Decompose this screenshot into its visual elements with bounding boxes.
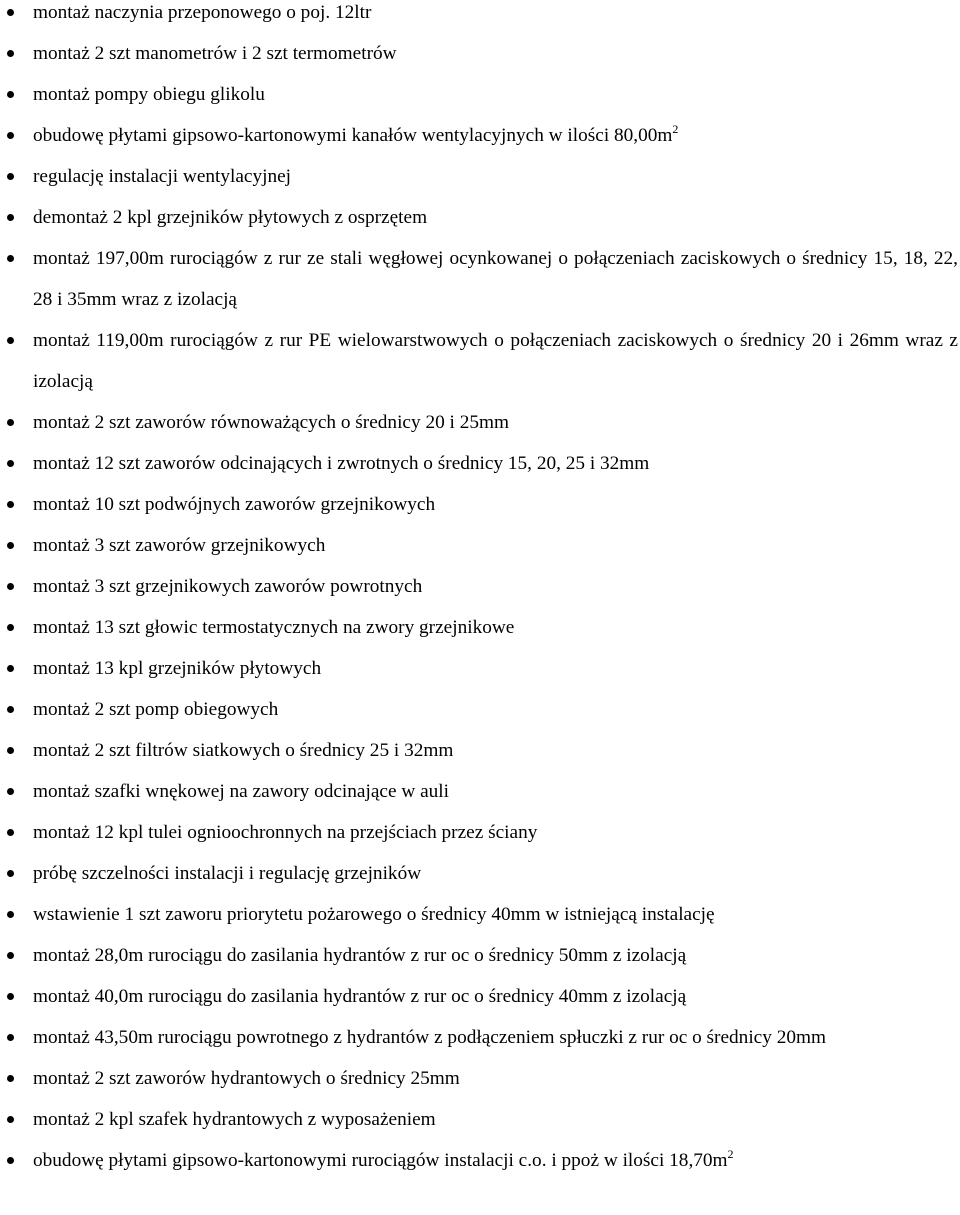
bullet-icon xyxy=(7,501,14,508)
list-item xyxy=(0,0,960,33)
list-item xyxy=(0,1099,960,1140)
bullet-icon xyxy=(7,624,14,631)
list-item xyxy=(0,771,960,812)
list-item-text: montaż naczynia przeponowego o poj. 12ltr xyxy=(33,2,372,23)
list-item-text: montaż 2 kpl szafek hydrantowych z wyposażeniem xyxy=(33,1109,436,1130)
superscript: 2 xyxy=(672,122,679,136)
list-item-text: montaż 28,0m rurociągu do zasilania hydrantów z rur oc o średnicy 50mm z izolacją xyxy=(33,945,687,966)
bullet-icon xyxy=(7,788,14,795)
list-item xyxy=(0,648,960,689)
list-item xyxy=(0,525,960,566)
list-item xyxy=(0,197,960,238)
list-item xyxy=(0,402,960,443)
bullet-icon xyxy=(7,665,14,672)
bullet-icon xyxy=(7,460,14,467)
bullet-icon xyxy=(7,337,14,344)
list-item xyxy=(0,566,960,607)
list-item-text: montaż 43,50m rurociągu powrotnego z hydrantów z podłączeniem spłuczki z rur oc o średnicy 20mm xyxy=(33,1027,826,1048)
list-item-text: montaż 12 kpl tulei ognioochronnych na przejściach przez ściany xyxy=(33,822,538,843)
bullet-icon xyxy=(7,419,14,426)
list-item xyxy=(0,689,960,730)
list-item-text: regulację instalacji wentylacyjnej xyxy=(33,166,292,187)
bullet-icon xyxy=(7,214,14,221)
list-item-text: montaż 2 szt zaworów hydrantowych o średnicy 25mm xyxy=(33,1068,460,1089)
list-item xyxy=(0,1140,960,1181)
list-item-text: montaż 197,00m rurociągów z rur ze stali węgłowej ocynkowanej o połączeniach zaciskowych o średnicy 15, 18, 22, 28 i 35mm wraz z izolacją xyxy=(33,248,958,310)
bullet-icon xyxy=(7,542,14,549)
list-item-text: montaż 3 szt grzejnikowych zaworów powrotnych xyxy=(33,576,423,597)
bullet-icon xyxy=(7,132,14,139)
list-item-text: montaż szafki wnękowej na zawory odcinające w auli xyxy=(33,781,449,802)
list-item xyxy=(0,484,960,525)
bullet-icon xyxy=(7,1157,14,1164)
list-item xyxy=(0,812,960,853)
bullet-icon xyxy=(7,1116,14,1123)
list-item xyxy=(0,443,960,484)
list-item-text: montaż 10 szt podwójnych zaworów grzejnikowych xyxy=(33,494,436,515)
bullet-icon xyxy=(7,870,14,877)
bullet-icon xyxy=(7,583,14,590)
bullet-icon xyxy=(7,173,14,180)
list-item xyxy=(0,74,960,115)
list-item-text: montaż 3 szt zaworów grzejnikowych xyxy=(33,535,326,556)
list-item xyxy=(0,976,960,1017)
list-item xyxy=(0,156,960,197)
bullet-icon xyxy=(7,50,14,57)
list-item xyxy=(0,853,960,894)
list-item-text: montaż 12 szt zaworów odcinających i zwrotnych o średnicy 15, 20, 25 i 32mm xyxy=(33,453,650,474)
list-item xyxy=(0,935,960,976)
list-item xyxy=(0,607,960,648)
list-item-text: montaż pompy obiegu glikolu xyxy=(33,84,265,105)
list-item-text: montaż 40,0m rurociągu do zasilania hydrantów z rur oc o średnicy 40mm z izolacją xyxy=(33,986,687,1007)
list-item-text: montaż 13 szt głowic termostatycznych na zwory grzejnikowe xyxy=(33,617,515,638)
list-item-text: montaż 119,00m rurociągów z rur PE wielowarstwowych o połączeniach zaciskowych o średnicy 20 i 26mm wraz z izolacją xyxy=(33,330,958,392)
list-item xyxy=(0,115,960,156)
list-item-text: próbę szczelności instalacji i regulację grzejników xyxy=(33,863,422,884)
bullet-icon xyxy=(7,747,14,754)
list-item xyxy=(0,1058,960,1099)
list-item-text: demontaż 2 kpl grzejników płytowych z osprzętem xyxy=(33,207,428,228)
list-item-text: montaż 2 szt filtrów siatkowych o średnicy 25 i 32mm xyxy=(33,740,454,761)
list-item-text: montaż 13 kpl grzejników płytowych xyxy=(33,658,322,679)
bullet-icon xyxy=(7,91,14,98)
bullet-icon xyxy=(7,829,14,836)
list-item-text: obudowę płytami gipsowo-kartonowymi rurociągów instalacji c.o. i ppoż w ilości 18,70m xyxy=(33,1150,728,1171)
list-item-text: wstawienie 1 szt zaworu priorytetu pożarowego o średnicy 40mm w istniejącą instalację xyxy=(33,904,715,925)
bullet-icon xyxy=(7,1034,14,1041)
list-item xyxy=(0,238,960,320)
list-item xyxy=(0,894,960,935)
list-item-text: montaż 2 szt zaworów równoważących o średnicy 20 i 25mm xyxy=(33,412,509,433)
bullet-icon xyxy=(7,911,14,918)
list-item xyxy=(0,730,960,771)
bullet-icon xyxy=(7,706,14,713)
superscript: 2 xyxy=(727,1147,734,1161)
list-item-text: montaż 2 szt manometrów i 2 szt termometrów xyxy=(33,43,397,64)
list-item xyxy=(0,320,960,402)
list-item-text: obudowę płytami gipsowo-kartonowymi kanałów wentylacyjnych w ilości 80,00m xyxy=(33,125,673,146)
bullet-icon xyxy=(7,1075,14,1082)
list-item xyxy=(0,1017,960,1058)
bullet-icon xyxy=(7,9,14,16)
bullet-icon xyxy=(7,952,14,959)
bullet-icon xyxy=(7,255,14,262)
list-item xyxy=(0,33,960,74)
list-item-text: montaż 2 szt pomp obiegowych xyxy=(33,699,279,720)
bullet-icon xyxy=(7,993,14,1000)
